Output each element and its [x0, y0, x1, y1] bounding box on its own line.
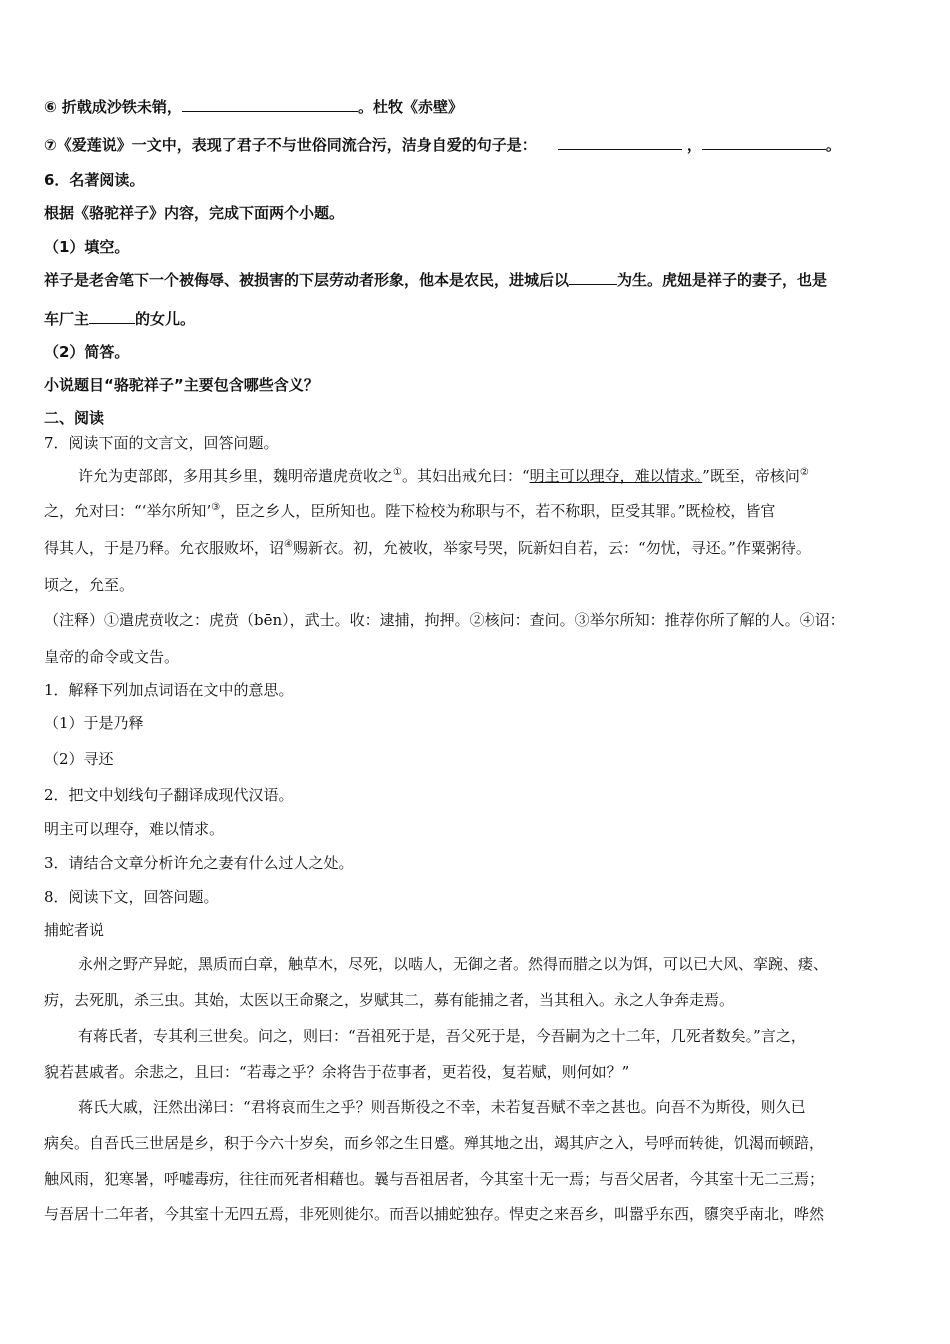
passage-8-line5: 蒋氏大戚，汪然出涕曰：“君将哀而生之乎？则吾斯役之不幸，未若复吾赋不幸之甚也。向吾不为斯役，则久已: [78, 1098, 806, 1116]
question-7-sub3: 3．请结合文章分析许允之妻有什么过人之处。: [44, 854, 354, 872]
text: 祥子是老舍笔下一个被侮辱、被损害的下层劳动者形象，他本是农民，进城后以: [44, 271, 570, 289]
passage-7-line2: [44, 500, 775, 522]
text: ，臣之乡人，臣所知也。陛下检校为称职与不，若不称职，臣受其罪。”既检校，皆官: [220, 502, 776, 520]
question-7-sub2: 2．把文中划线句子翻译成现代汉语。: [44, 786, 294, 804]
footnote-mark: ③: [211, 502, 221, 513]
passage-8-line1: 永州之野产异蛇，黑质而白章，触草木，尽死，以啮人，无御之者。然得而腊之以为饵，可以已大风、挛踠、瘘、: [78, 955, 829, 973]
question-7-sub1-item2: （2）寻还: [44, 750, 114, 768]
text: 。: [825, 136, 841, 154]
passage-8-line3: 有蒋氏者，专其利三世矣。问之，则曰：“吾祖死于是，吾父死于是，今吾嗣为之十二年，几死者数矣。”言之，: [78, 1027, 806, 1045]
question-7-sub2-sentence: 明主可以理夺，难以情求。: [44, 820, 225, 838]
text: ”既至，帝核问: [702, 467, 800, 485]
text: 车厂主: [44, 310, 90, 328]
text: 许允为吏部郎，多用其乡里，魏明帝遣虎贲收之: [78, 467, 394, 485]
passage-8-line2: 疠，去死肌，杀三虫。其始，太医以王命聚之，岁赋其二，募有能捕之者，当其租入。永之人争奔走焉。: [44, 991, 735, 1009]
answer-blank[interactable]: [89, 309, 135, 324]
answer-blank[interactable]: [702, 135, 826, 150]
passage-8-line7: 触风雨，犯寒暑，呼嘘毒疠，往往而死者相藉也。曩与吾祖居者，今其室十无一焉；与吾父居者，今其室十无二三焉；: [44, 1170, 825, 1188]
poem-line-7: [44, 134, 841, 156]
question-6-part1: （1）填空。: [44, 238, 130, 256]
question-7-sub1-item1: （1）于是乃释: [44, 714, 144, 732]
notes-line1: （注释）①遣虎贲收之：虎贲（bēn），武士。收：逮捕，拘押。②核问：查问。③举尔所知：推荐你所了解的人。④诏：: [44, 611, 845, 629]
text: 。杜牧《赤壁》: [357, 98, 463, 116]
text: 得其人，于是乃释。允衣服败坏，诏: [44, 539, 285, 557]
section-heading-reading: 二、阅读: [44, 409, 105, 427]
footnote-mark: ④: [284, 539, 293, 550]
notes-line2: 皇帝的命令或文告。: [44, 648, 180, 666]
text: ，: [686, 136, 702, 154]
text: 赐新衣。初，允被收，举家号哭，阮新妇自若，云：“勿忧，寻还。”作粟粥待。: [292, 539, 811, 557]
passage-8-title: 捕蛇者说: [44, 921, 105, 939]
passage-7-line3: [44, 537, 811, 559]
answer-blank[interactable]: [558, 135, 682, 150]
text: ⑦《爱莲说》一文中，表现了君子不与世俗同流合污，洁身自爱的句子是：: [44, 136, 537, 154]
answer-blank[interactable]: [182, 97, 358, 112]
question-6-fill-line2: [44, 308, 195, 330]
question-7-sub1: 1．解释下列加点词语在文中的意思。: [44, 681, 294, 699]
question-6-part2: （2）简答。: [44, 343, 130, 361]
text: ⑥ 折戟成沙铁未销，: [44, 98, 182, 116]
text: 的女儿。: [135, 310, 196, 328]
question-6-part2-question: 小说题目“骆驼祥子”主要包含哪些含义？: [44, 376, 319, 394]
answer-blank[interactable]: [569, 270, 617, 285]
text: 。其妇出戒允曰：“: [401, 467, 530, 485]
passage-8-line4: 貌若甚戚者。余悲之，且曰：“若毒之乎？余将告于莅事者，更若役，复若赋，则何如？”: [44, 1063, 630, 1081]
question-6-intro: 根据《骆驼祥子》内容，完成下面两个小题。: [44, 204, 345, 222]
underlined-sentence: 明主可以理夺，难以情求。: [529, 467, 703, 485]
footnote-mark: ②: [799, 467, 809, 478]
text: 之，允对曰：“‘举尔所知’: [44, 502, 212, 520]
question-7-heading: 7．阅读下面的文言文，回答问题。: [44, 434, 279, 452]
question-6-heading: 6．名著阅读。: [44, 171, 145, 189]
question-8-heading: 8．阅读下文，回答问题。: [44, 888, 219, 906]
text: 为生。虎妞是祥子的妻子，也是: [617, 271, 828, 289]
footnote-mark: ①: [393, 467, 402, 478]
passage-7-line4: 顷之，允至。: [44, 576, 135, 594]
question-6-fill-line1: [44, 269, 827, 291]
passage-8-line6: 病矣。自吾氏三世居是乡，积于今六十岁矣，而乡邻之生日蹙。殚其地之出，竭其庐之入，号呼而转徙，饥渴而顿踣，: [44, 1134, 825, 1152]
poem-line-6: [44, 96, 463, 118]
passage-8-line8: 与吾居十二年者，今其室十无四五焉，非死则徙尔。而吾以捕蛇独存。悍吏之来吾乡，叫嚣乎东西，隳突乎南北，哗然: [44, 1205, 825, 1223]
passage-7-line1: [44, 465, 809, 487]
